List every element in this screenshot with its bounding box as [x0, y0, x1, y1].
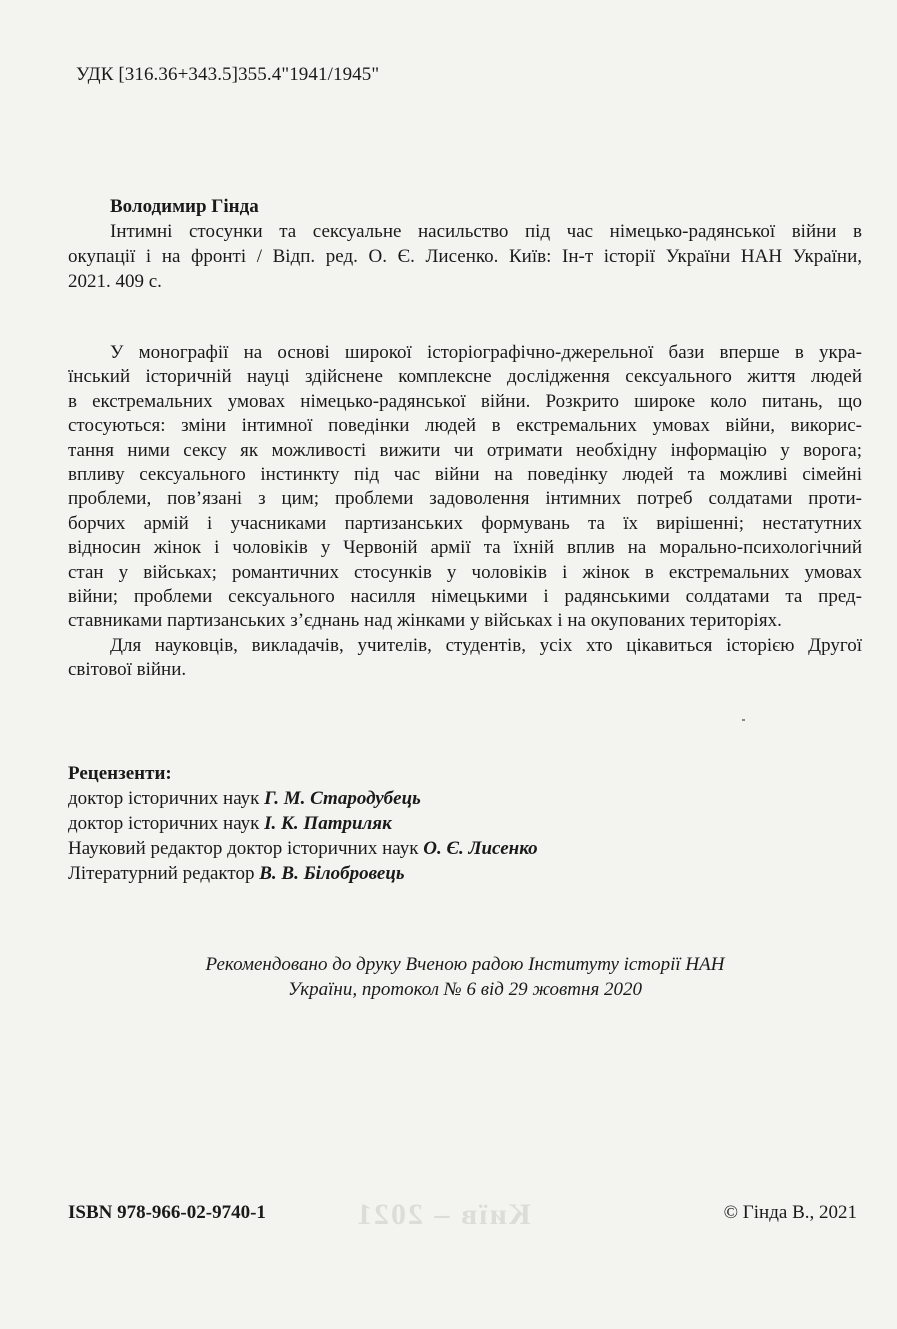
bib-line: 2021. 409 с. [68, 271, 162, 292]
reviewers-heading: Рецензенти: [68, 763, 172, 784]
reviewer-name: О. Є. Лисенко [423, 838, 538, 859]
abstract-line: в екстремальних умовах німецько-радянської війни. Розкрито широке коло питань, що [68, 390, 862, 412]
bib-continuation [68, 244, 862, 294]
bib-line: Інтимні стосунки та сексуальне насильство під час німецько-радянської війни в [110, 221, 862, 242]
copyright: © Гінда В., 2021 [723, 1202, 857, 1223]
abstract [68, 341, 862, 683]
abstract-line: борчих армій і учасниками партизанських формувань та їх вирішенні; нестатутних [68, 512, 862, 534]
author-name: Володимир Гінда [110, 196, 259, 217]
reviewer-entry [68, 811, 538, 836]
reviewer-name: В. В. Білобровець [259, 863, 405, 884]
abstract-line: тання ними сексу як можливості вижити чи отримати необхідну інформацію у ворога; [68, 439, 862, 461]
reviewer-role: Літературний редактор [68, 863, 255, 884]
reviewer-role: доктор історичних наук [68, 788, 260, 809]
reviewer-name: І. К. Патриляк [264, 813, 392, 834]
reviewer-entry [68, 836, 538, 861]
udk-code: УДК [316.36+343.5]355.4"1941/1945" [76, 64, 380, 85]
bib-line: окупації і на фронті / Відп. ред. О. Є. Лисенко. Київ: Ін-т історії України НАН України, [68, 246, 862, 267]
abstract-line: їнський історичній науці здійснене комплексне дослідження сексуального життя людей [68, 366, 862, 388]
abstract-line: стосуються: зміни інтимної поведінки людей в екстремальних умовах війни, викорис- [68, 415, 862, 437]
reviewer-entry [68, 861, 538, 886]
reviewers-block [68, 761, 538, 886]
bibliographic-description [68, 194, 862, 294]
audience-line: світової війни. [68, 659, 187, 681]
audience-paragraph [68, 634, 862, 683]
abstract-line: відносин жінок і чоловіків у Червоній армії та їхній вплив на морально-психологічний [68, 537, 862, 559]
isbn: ISBN 978-966-02-9740-1 [68, 1202, 266, 1223]
publication-recommendation [68, 952, 862, 1002]
reviewer-entry [68, 786, 538, 811]
audience-line: Для науковців, викладачів, учителів, студентів, усіх хто цікавиться історією Другої [110, 634, 862, 656]
reviewer-role: доктор історичних наук [68, 813, 260, 834]
recommendation-line: Рекомендовано до друку Вченою радою Інституту історії НАН [205, 954, 725, 975]
abstract-line: ставниками партизанських з’єднань над жінками у військах і на окупованих територіях. [68, 610, 782, 632]
print-speck [742, 719, 745, 721]
abstract-line: проблеми, пов’язані з цим; проблеми задоволення інтимних потреб солдатами проти- [68, 488, 862, 510]
reviewer-name: Г. М. Стародубець [264, 788, 421, 809]
bleedthrough-text: Київ – 2021 [355, 1198, 531, 1231]
recommendation-line: України, протокол № 6 від 29 жовтня 2020 [287, 979, 643, 1000]
abstract-line: стан у військах; романтичних стосунків у чоловіків і жінок в екстремальних умовах [68, 561, 862, 583]
reviewer-role: Науковий редактор доктор історичних наук [68, 838, 419, 859]
abstract-line: впливу сексуального інстинкту під час війни на поведінку людей та можливі сімейні [68, 464, 862, 486]
abstract-line: У монографії на основі широкої історіографічно-джерельної бази вперше в укра- [110, 342, 862, 363]
abstract-paragraph [68, 341, 862, 634]
abstract-line: війни; проблеми сексуального насилля німецькими і радянськими солдатами та пред- [68, 586, 862, 608]
